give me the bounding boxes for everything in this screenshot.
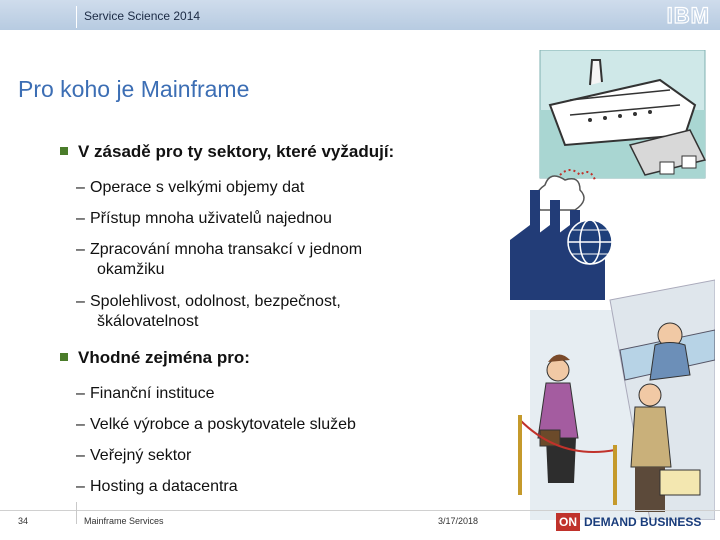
list-item: [76, 446, 191, 466]
list-item-text: Zpracování mnoha transakcí v jednom: [90, 241, 363, 258]
dash-bullet-icon: –: [76, 179, 85, 196]
footer-separator: [76, 502, 77, 524]
on-demand-badge: ON: [556, 513, 580, 531]
list-item-text-cont: škálovatelnost: [97, 313, 199, 330]
on-demand-text: DEMAND BUSINESS: [584, 515, 702, 529]
square-bullet-icon: [60, 353, 68, 361]
list-item: [76, 292, 341, 332]
dash-bullet-icon: –: [76, 293, 85, 310]
page-number: 34: [18, 516, 29, 526]
slide-title: Pro koho je Mainframe: [18, 76, 250, 102]
footer-divider: [0, 510, 720, 511]
list-item-text-cont: okamžiku: [97, 261, 165, 278]
list-item: [76, 477, 238, 497]
dash-bullet-icon: –: [76, 241, 85, 258]
bank-counter-illustration: [518, 280, 715, 520]
list-item: [76, 240, 362, 280]
footer-label: Mainframe Services: [84, 516, 164, 526]
list-item-text: Spolehlivost, odolnost, bezpečnost,: [90, 293, 341, 310]
dash-bullet-icon: –: [76, 385, 85, 402]
globe-icon: [568, 220, 612, 264]
list-item: [76, 209, 332, 229]
header-divider: [76, 6, 77, 28]
ship-illustration: [540, 50, 705, 178]
dash-bullet-icon: –: [76, 416, 85, 433]
list-item-text: Hosting a datacentra: [90, 478, 238, 495]
list-item-text: Přístup mnoha uživatelů najednou: [90, 210, 332, 227]
list-item-text: Operace s velkými objemy dat: [90, 179, 305, 196]
list-item-text: Veřejný sektor: [90, 447, 192, 464]
dash-bullet-icon: –: [76, 478, 85, 495]
clipart-illustration: [510, 50, 715, 520]
square-bullet-icon: [60, 147, 68, 155]
list-item-text: Finanční instituce: [90, 385, 215, 402]
list-item-text: Velké výrobce a poskytovatele služeb: [90, 416, 356, 433]
header-title: Service Science 2014: [84, 9, 201, 23]
section-heading-2: [60, 348, 250, 368]
header-bar: [0, 0, 720, 30]
footer-date: 3/17/2018: [438, 516, 479, 526]
list-item: [76, 384, 215, 404]
on-demand-business-logo: [556, 512, 701, 532]
dash-bullet-icon: –: [76, 210, 85, 227]
dash-bullet-icon: –: [76, 447, 85, 464]
section-heading-text: Vhodné zejména pro:: [78, 348, 250, 367]
section-heading-1: [60, 142, 394, 162]
section-heading-text: V zásadě pro ty sektory, které vyžadují:: [78, 142, 395, 161]
list-item: [76, 178, 304, 198]
ibm-logo: IBM: [666, 3, 710, 28]
list-item: [76, 415, 356, 435]
